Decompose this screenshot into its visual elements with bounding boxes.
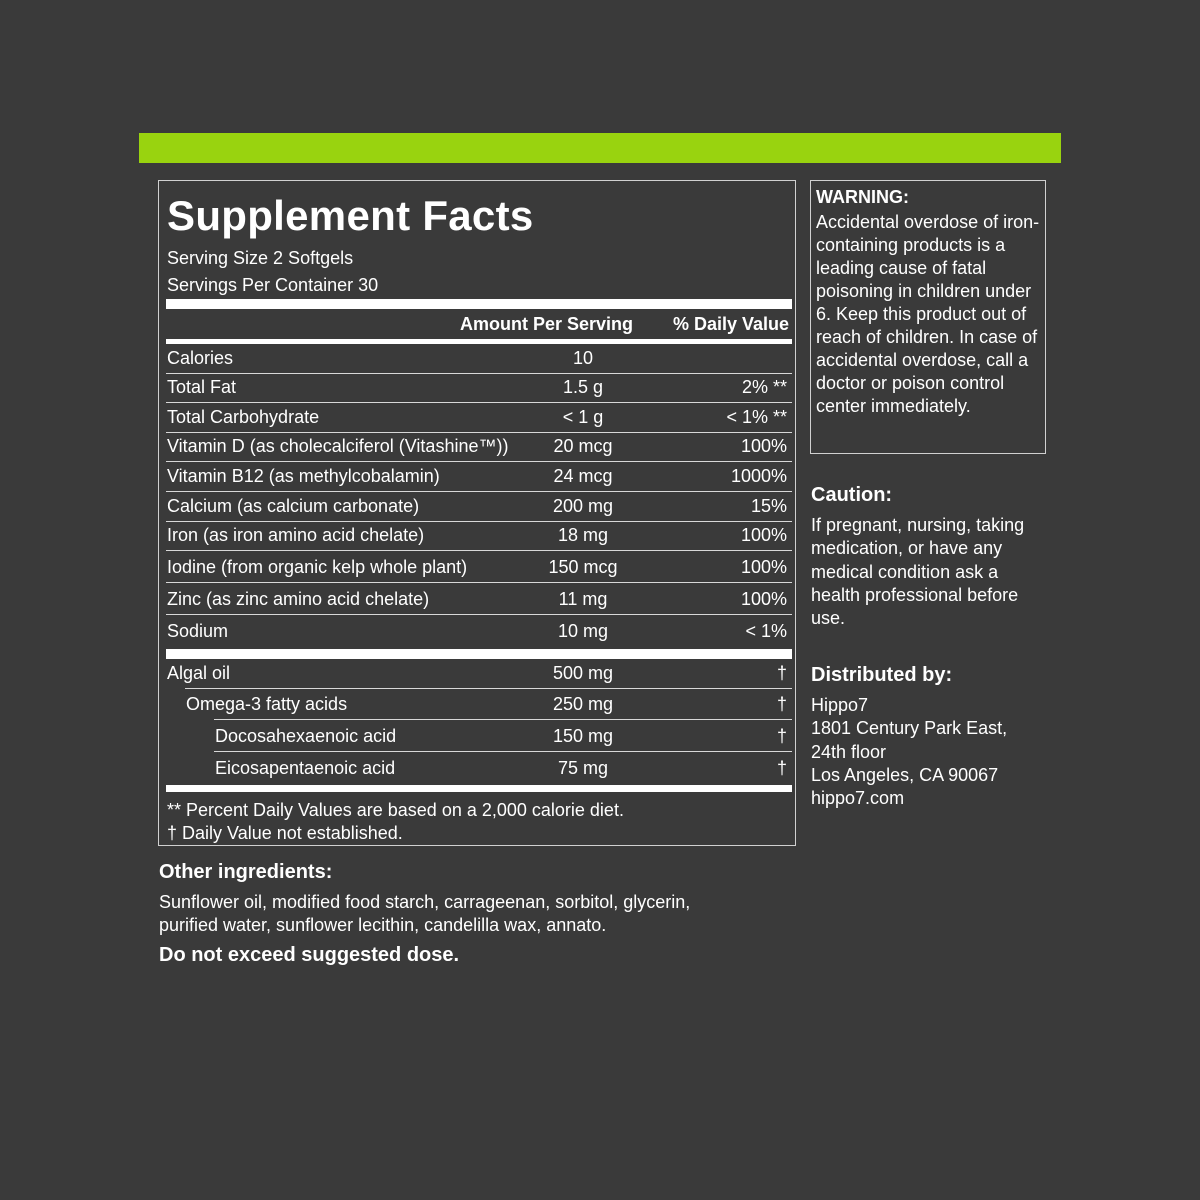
nutrient-amount: 24 mcg [553, 466, 613, 486]
distributor-name: Hippo7 [811, 695, 869, 715]
nutrient-amount: 75 mg [557, 758, 609, 778]
table-row [159, 553, 795, 581]
nutrient-daily-value: < 1% [745, 621, 787, 641]
row-divider [214, 751, 792, 752]
thick-rule-top [166, 299, 792, 309]
header-amount: Amount Per Serving [460, 314, 634, 334]
table-row [159, 754, 795, 782]
table-row [159, 492, 795, 520]
nutrient-name: Vitamin B12 (as methylcobalamin) [167, 466, 440, 486]
table-row [159, 373, 795, 401]
serving-size: Serving Size 2 Softgels [167, 248, 354, 268]
table-row [159, 521, 795, 549]
table-row [159, 344, 795, 372]
warning-title: WARNING: [816, 187, 909, 207]
supplement-facts-panel [158, 180, 796, 846]
nutrient-name: Algal oil [167, 663, 231, 683]
row-divider [185, 688, 792, 689]
nutrient-name: Calcium (as calcium carbonate) [167, 496, 420, 516]
table-row [159, 432, 795, 460]
nutrient-daily-value: 100% [740, 436, 787, 456]
nutrient-daily-value: 100% [740, 525, 787, 545]
nutrient-amount: 20 mcg [553, 436, 613, 456]
nutrient-daily-value: † [776, 758, 787, 778]
nutrient-amount: 200 mg [552, 496, 614, 516]
table-row [159, 617, 795, 645]
distributor-street: 1801 Century Park East, [811, 718, 1008, 739]
nutrient-amount: 11 mg [558, 589, 608, 609]
table-row [159, 690, 795, 718]
caution-text: If pregnant, nursing, taking medication, or have any medical condition ask a health professional before use. [811, 515, 1025, 629]
header-daily-value: % Daily Value [672, 314, 789, 334]
dose-note: Do not exceed suggested dose. [159, 944, 460, 966]
nutrient-name: Total Carbohydrate [167, 407, 320, 427]
row-divider [166, 550, 792, 551]
row-divider [166, 614, 792, 615]
nutrient-name: Iodine (from organic kelp whole plant) [167, 557, 468, 577]
warning-box [810, 180, 1046, 454]
nutrient-daily-value: † [776, 694, 787, 714]
thick-rule-bottom [166, 785, 792, 792]
table-row [159, 722, 795, 750]
nutrient-amount: 250 mg [552, 694, 614, 714]
nutrient-daily-value: 100% [740, 589, 787, 609]
footnote-daily-values: ** Percent Daily Values are based on a 2,000 calorie diet. [167, 800, 624, 820]
nutrient-name: Vitamin D (as cholecalciferol (Vitashine™)) [167, 436, 509, 456]
nutrient-daily-value: † [776, 663, 787, 683]
nutrient-amount: 10 [572, 348, 594, 368]
nutrient-name: Docosahexaenoic acid [215, 726, 397, 746]
nutrient-amount: 150 mcg [548, 557, 618, 577]
caution-title: Caution: [811, 484, 893, 506]
row-divider [214, 719, 792, 720]
distributor-floor: 24th floor [811, 741, 887, 762]
nutrient-amount: 18 mg [557, 525, 609, 545]
nutrient-amount: 500 mg [552, 663, 614, 683]
footnote-not-established: † Daily Value not established. [167, 823, 403, 843]
nutrient-name: Iron (as iron amino acid chelate) [167, 525, 425, 545]
warning-text: Accidental overdose of iron-containing products is a leading cause of fatal poisoning in children under 6. Keep this product out of reach of children. In case of accidental overdose, call a doctor or poison control center immediately. [816, 212, 1040, 416]
nutrient-amount: 150 mg [552, 726, 614, 746]
row-divider [166, 582, 792, 583]
table-row [159, 462, 795, 490]
table-row [159, 659, 795, 687]
thick-rule-middle [166, 649, 792, 659]
nutrient-name: Total Fat [167, 377, 237, 397]
nutrient-amount: < 1 g [562, 407, 604, 427]
facts-title: Supplement Facts [167, 192, 534, 239]
nutrient-name: Calories [167, 348, 234, 368]
distributor-city: Los Angeles, CA 90067 [811, 764, 999, 785]
nutrient-daily-value: † [776, 726, 787, 746]
nutrient-name: Omega-3 fatty acids [186, 694, 348, 714]
distributor-title: Distributed by: [811, 664, 953, 686]
nutrient-name: Zinc (as zinc amino acid chelate) [167, 589, 430, 609]
nutrient-daily-value: < 1% ** [726, 407, 787, 427]
servings-per-container: Servings Per Container 30 [167, 275, 379, 295]
other-ingredients-text: Sunflower oil, modified food starch, carrageenan, sorbitol, glycerin, purified water, sunflower lecithin, candelilla wax, annato. [159, 892, 691, 935]
nutrient-daily-value: 1000% [730, 466, 787, 486]
nutrient-daily-value: 15% [750, 496, 787, 516]
other-ingredients-title: Other ingredients: [159, 861, 333, 883]
table-row [159, 585, 795, 613]
nutrient-daily-value: 100% [740, 557, 787, 577]
nutrient-amount: 1.5 g [562, 377, 604, 397]
distributor-website: hippo7.com [811, 788, 905, 809]
nutrient-name: Sodium [167, 621, 229, 641]
table-row [159, 403, 795, 431]
nutrient-name: Eicosapentaenoic acid [215, 758, 396, 778]
nutrient-daily-value: 2% ** [741, 377, 787, 397]
distributor-address [811, 694, 1051, 810]
nutrient-amount: 10 mg [557, 621, 609, 641]
accent-bar [139, 133, 1061, 163]
